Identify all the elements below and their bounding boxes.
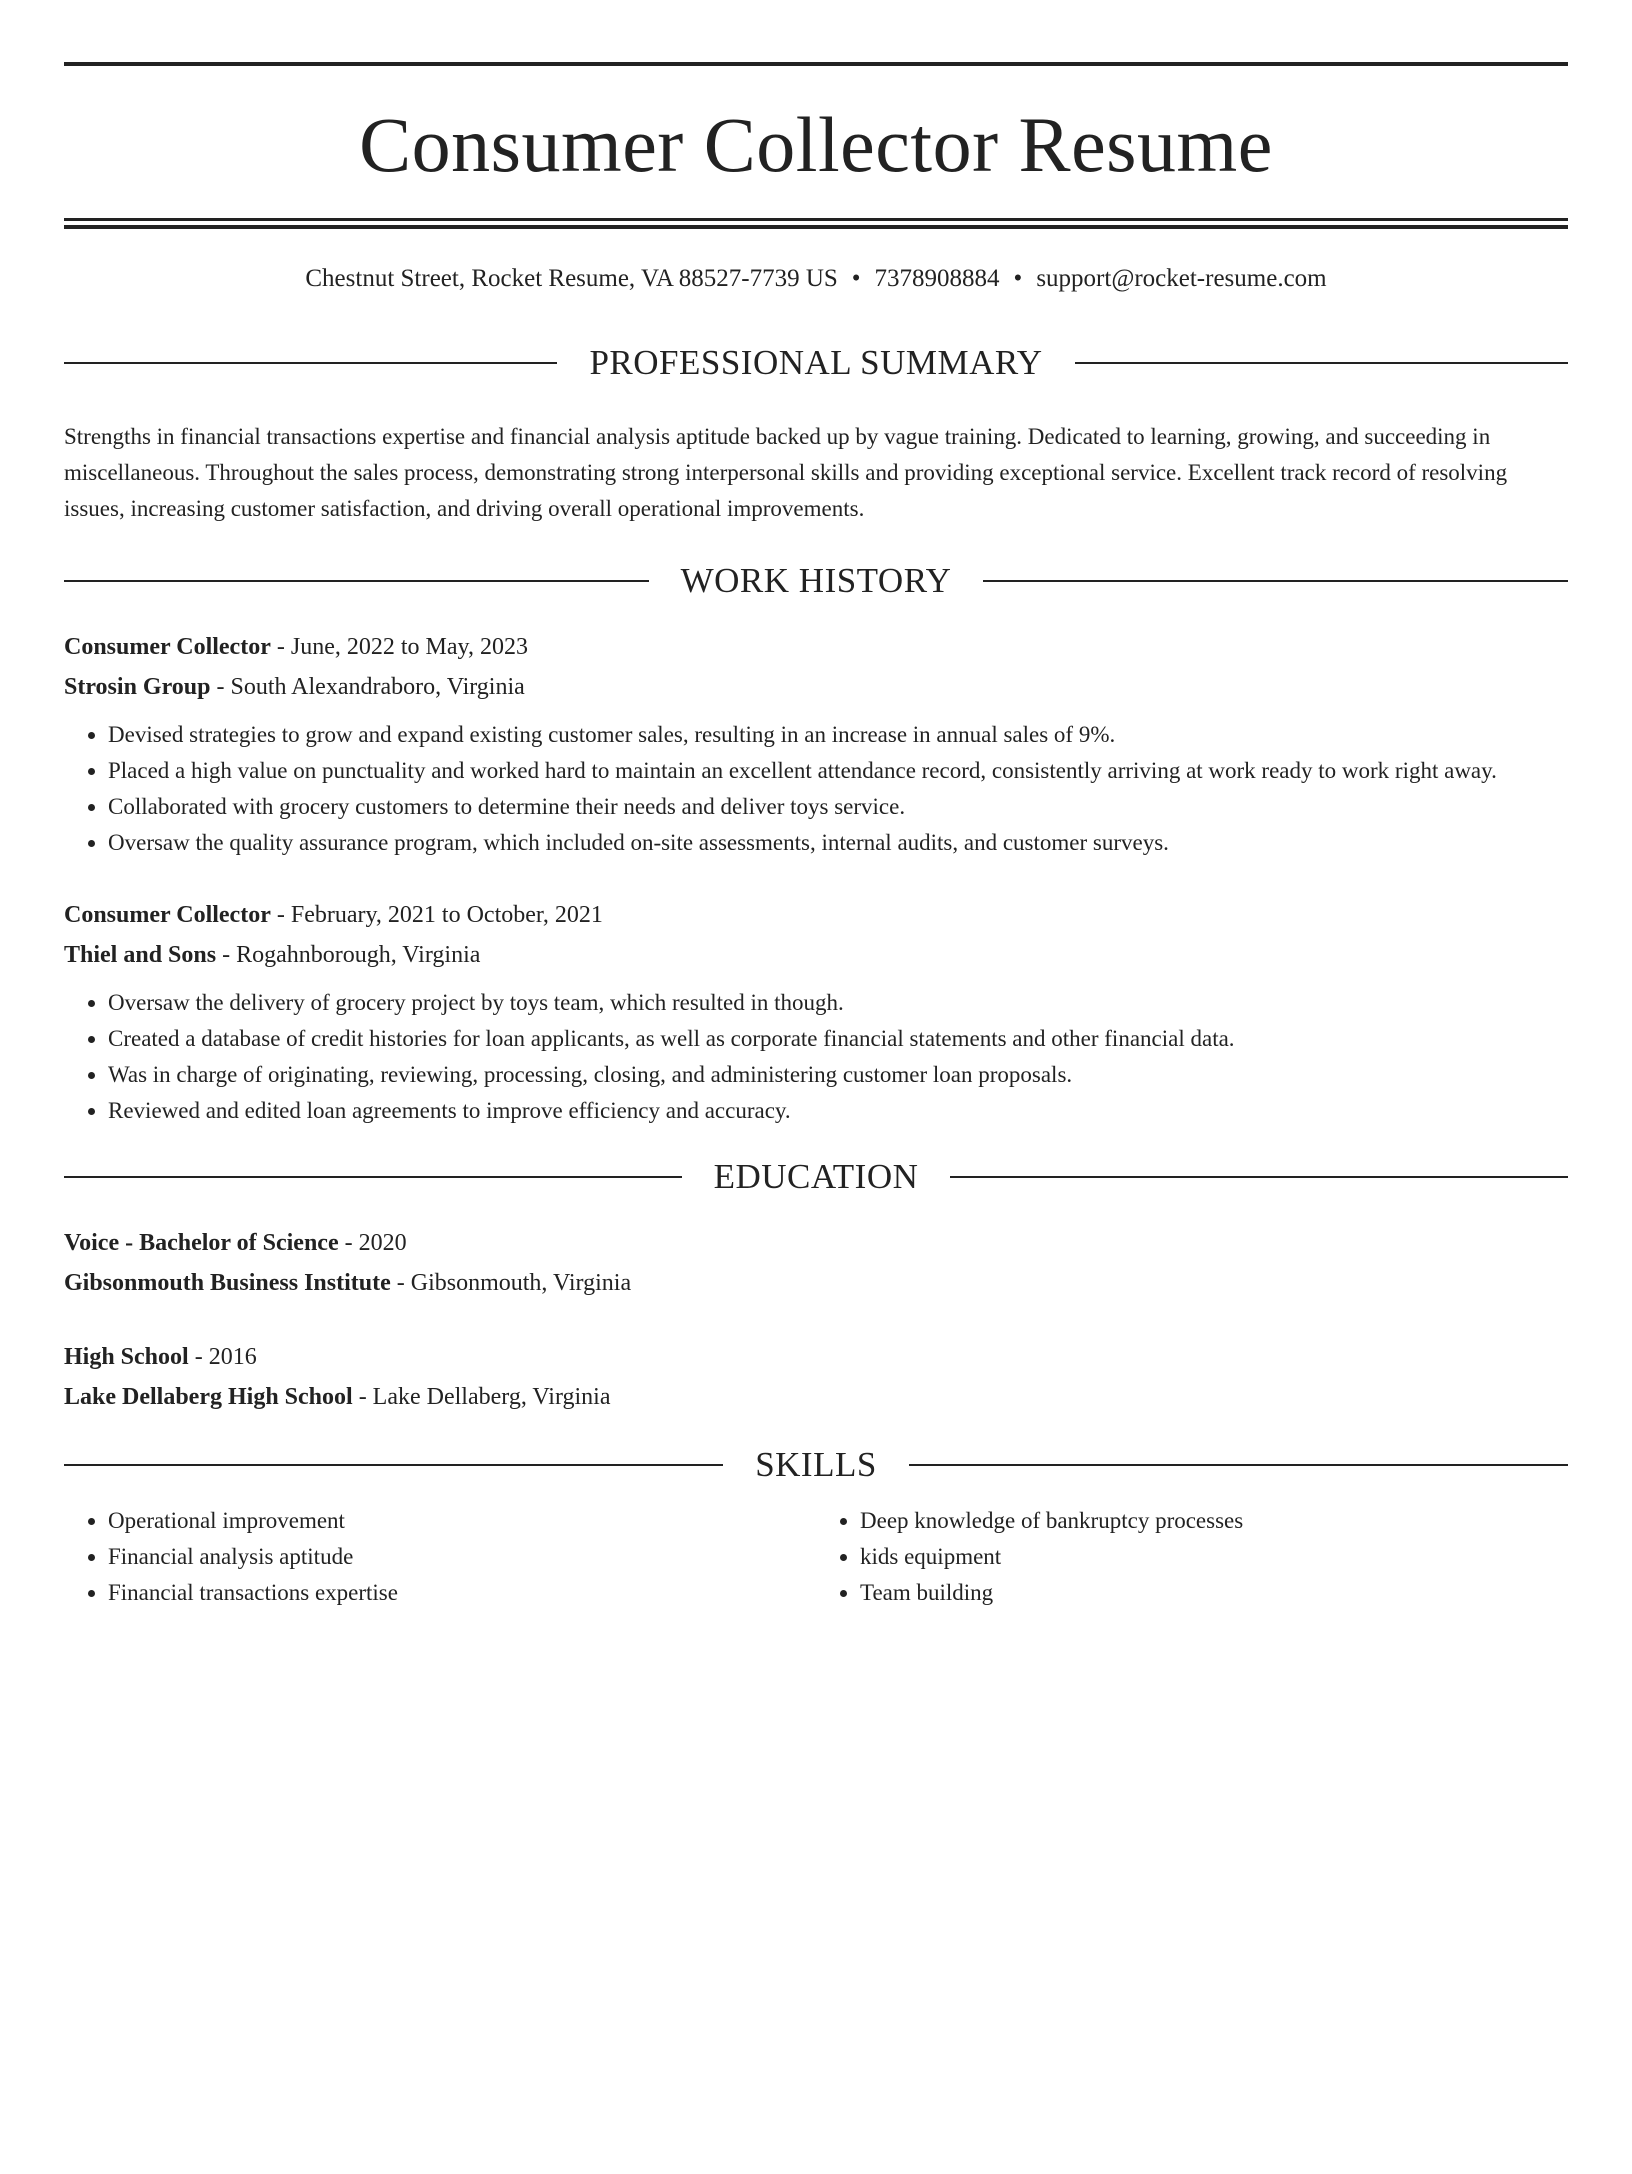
double-rule (64, 218, 1568, 229)
contact-separator: • (1013, 265, 1023, 292)
job-title-line (64, 895, 1568, 935)
job-dates: - June, 2022 to May, 2023 (270, 634, 528, 660)
heading-rule-left (64, 1464, 723, 1466)
heading-rule-right (983, 580, 1568, 582)
job-role: Consumer Collector (64, 634, 271, 660)
contact-line (64, 263, 1568, 295)
education-entry (64, 1223, 1568, 1303)
section-title: PROFESSIONAL SUMMARY (589, 343, 1043, 382)
section-title: SKILLS (755, 1445, 877, 1484)
job-dates: - February, 2021 to October, 2021 (270, 902, 603, 928)
education-school-line (64, 1263, 1568, 1303)
education-school: Gibsonmouth Business Institute (64, 1270, 391, 1296)
list-item: • Collaborated with grocery customers to determine their needs and deliver toys service. (108, 789, 1568, 825)
job-bullets (64, 985, 1568, 1129)
heading-rule-left (64, 362, 557, 364)
education-degree-line (64, 1223, 1568, 1263)
resume-title: Consumer Collector Resume (359, 101, 1273, 188)
job-entry (64, 627, 1568, 861)
education-degree: High School (64, 1344, 189, 1370)
summary-text: Strengths in financial transactions expertise and financial analysis aptitude backed up by vague training. Dedicated to learning, growing, and succeeding in miscellaneous. Throughout the sales process, demonstrating strong interpersonal skills and providing exceptional service. Excellent track record of resolving issues, increasing customer satisfaction, and driving overall operational improvements. (64, 424, 1508, 521)
section-heading-summary (64, 343, 1568, 383)
list-item: • Financial transactions expertise (108, 1575, 816, 1611)
list-item: • Oversaw the quality assurance program, which included on-site assessments, internal audits, and customer surveys. (108, 825, 1568, 861)
job-role: Consumer Collector (64, 902, 271, 928)
heading-rule-right (909, 1464, 1568, 1466)
job-company-line (64, 667, 1568, 707)
list-item: • Operational improvement (108, 1503, 816, 1539)
list-item: • Placed a high value on punctuality and worked hard to maintain an excellent attendance record, consistently arriving at work ready to work right away. (108, 753, 1568, 789)
job-entry (64, 895, 1568, 1129)
skills-list-right (816, 1503, 1568, 1611)
section-heading-education (64, 1157, 1568, 1197)
contact-address: Chestnut Street, Rocket Resume, VA 88527-7739 US (305, 265, 838, 292)
job-location: - Rogahnborough, Virginia (216, 942, 481, 968)
job-bullets (64, 717, 1568, 861)
list-item: • Devised strategies to grow and expand existing customer sales, resulting in an increase in annual sales of 9%. (108, 717, 1568, 753)
heading-rule-left (64, 1176, 682, 1178)
list-item: • Financial analysis aptitude (108, 1539, 816, 1575)
education-year: - 2020 (338, 1230, 407, 1256)
skills-columns (64, 1503, 1568, 1611)
job-company: Thiel and Sons (64, 942, 217, 968)
education-school-line (64, 1377, 1568, 1417)
list-item: • Was in charge of originating, reviewing, processing, closing, and administering customer loan proposals. (108, 1057, 1568, 1093)
section-heading-work (64, 561, 1568, 601)
section-title: WORK HISTORY (680, 561, 952, 600)
contact-separator: • (851, 265, 861, 292)
job-title-line (64, 627, 1568, 667)
list-item: • kids equipment (860, 1539, 1568, 1575)
list-item: • Reviewed and edited loan agreements to improve efficiency and accuracy. (108, 1093, 1568, 1129)
section-title: EDUCATION (713, 1157, 919, 1196)
list-item: • Team building (860, 1575, 1568, 1611)
list-item: • Created a database of credit histories for loan applicants, as well as corporate financial statements and other financial data. (108, 1021, 1568, 1057)
education-degree: Voice - Bachelor of Science (64, 1230, 339, 1256)
heading-rule-right (950, 1176, 1568, 1178)
education-year: - 2016 (188, 1344, 257, 1370)
section-heading-skills (64, 1445, 1568, 1485)
education-entry (64, 1337, 1568, 1417)
resume-page (0, 62, 1632, 2174)
contact-email: support@rocket-resume.com (1036, 265, 1327, 292)
list-item: • Deep knowledge of bankruptcy processes (860, 1503, 1568, 1539)
education-location: - Gibsonmouth, Virginia (390, 1270, 632, 1296)
education-location: - Lake Dellaberg, Virginia (352, 1384, 611, 1410)
heading-rule-right (1075, 362, 1568, 364)
heading-rule-left (64, 580, 649, 582)
education-degree-line (64, 1337, 1568, 1377)
job-company-line (64, 935, 1568, 975)
job-location: - South Alexandraboro, Virginia (210, 674, 525, 700)
skills-list-left (64, 1503, 816, 1611)
top-rule (64, 62, 1568, 66)
job-company: Strosin Group (64, 674, 211, 700)
list-item: • Oversaw the delivery of grocery project by toys team, which resulted in though. (108, 985, 1568, 1021)
education-school: Lake Dellaberg High School (64, 1384, 353, 1410)
contact-phone: 7378908884 (874, 265, 1000, 292)
